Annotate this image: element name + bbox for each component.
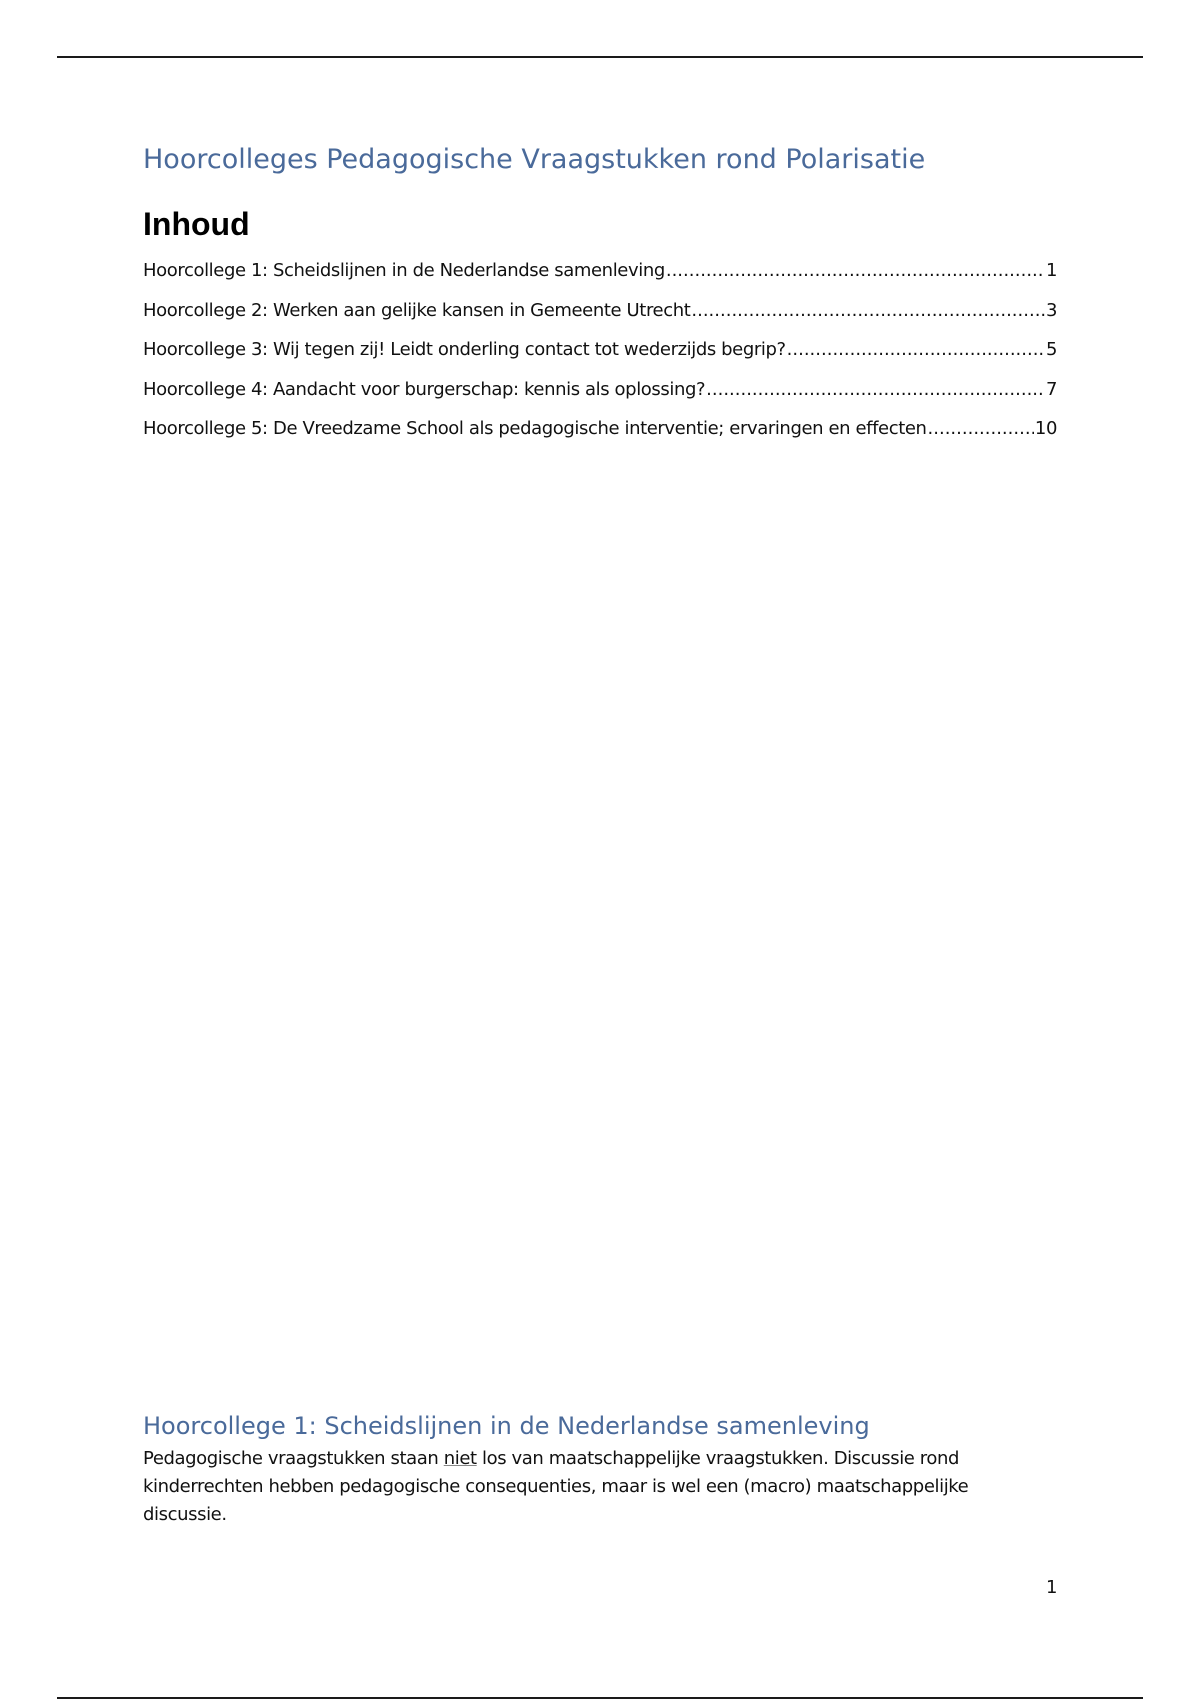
- underlined-word: niet: [443, 1448, 477, 1469]
- toc-entry-5[interactable]: [143, 418, 1057, 458]
- footer-rule: [57, 1697, 1143, 1699]
- section-heading: Hoorcollege 1: Scheidslijnen in de Nederlandse samenleving: [143, 1412, 870, 1440]
- toc-entry-3[interactable]: [143, 339, 1057, 379]
- document-title: Hoorcolleges Pedagogische Vraagstukken rond Polarisatie: [143, 144, 926, 175]
- toc-dot-leader: [787, 339, 1045, 360]
- toc-entry-text: Hoorcollege 3: Wij tegen zij! Leidt onderling contact tot wederzijds begrip?: [143, 339, 786, 360]
- toc-entry-text: Hoorcollege 2: Werken aan gelijke kansen in Gemeente Utrecht: [143, 299, 691, 321]
- toc-dot-leader: [706, 379, 1045, 400]
- page-number: 1: [1046, 1577, 1058, 1598]
- toc-entry-page: 1: [1045, 260, 1057, 281]
- toc-entry-text: Hoorcollege 1: Scheidslijnen in de Nederlandse samenleving: [143, 260, 665, 281]
- body-paragraph: [143, 1445, 1057, 1529]
- table-of-contents: [143, 260, 1057, 458]
- toc-entry-4[interactable]: [143, 379, 1057, 419]
- toc-dot-leader: [691, 300, 1045, 321]
- toc-dot-leader: [928, 418, 1034, 439]
- toc-entry-2[interactable]: [143, 300, 1057, 340]
- toc-heading: Inhoud: [143, 206, 250, 242]
- paragraph-text-end: los van maatschappelijke vraagstukken. Discussie rond kinderrechten hebben pedagogische consequenties, maar is wel een (macro) maatschappelijke discussie.: [143, 1448, 969, 1525]
- toc-entry-text: Hoorcollege 5: De Vreedzame School als pedagogische interventie; ervaringen en effecten: [143, 418, 927, 439]
- header-rule: [57, 56, 1143, 58]
- toc-dot-leader: [666, 260, 1045, 281]
- toc-entry-page: 5: [1045, 339, 1057, 360]
- toc-entry-text: Hoorcollege 4: Aandacht voor burgerschap: kennis als oplossing?: [143, 378, 706, 400]
- toc-entry-page: 10: [1034, 418, 1057, 439]
- paragraph-text-start: Pedagogische vraagstukken staan: [143, 1448, 444, 1469]
- toc-entry-page: 3: [1045, 299, 1057, 321]
- toc-entry-1[interactable]: [143, 260, 1057, 300]
- toc-entry-page: 7: [1045, 378, 1057, 400]
